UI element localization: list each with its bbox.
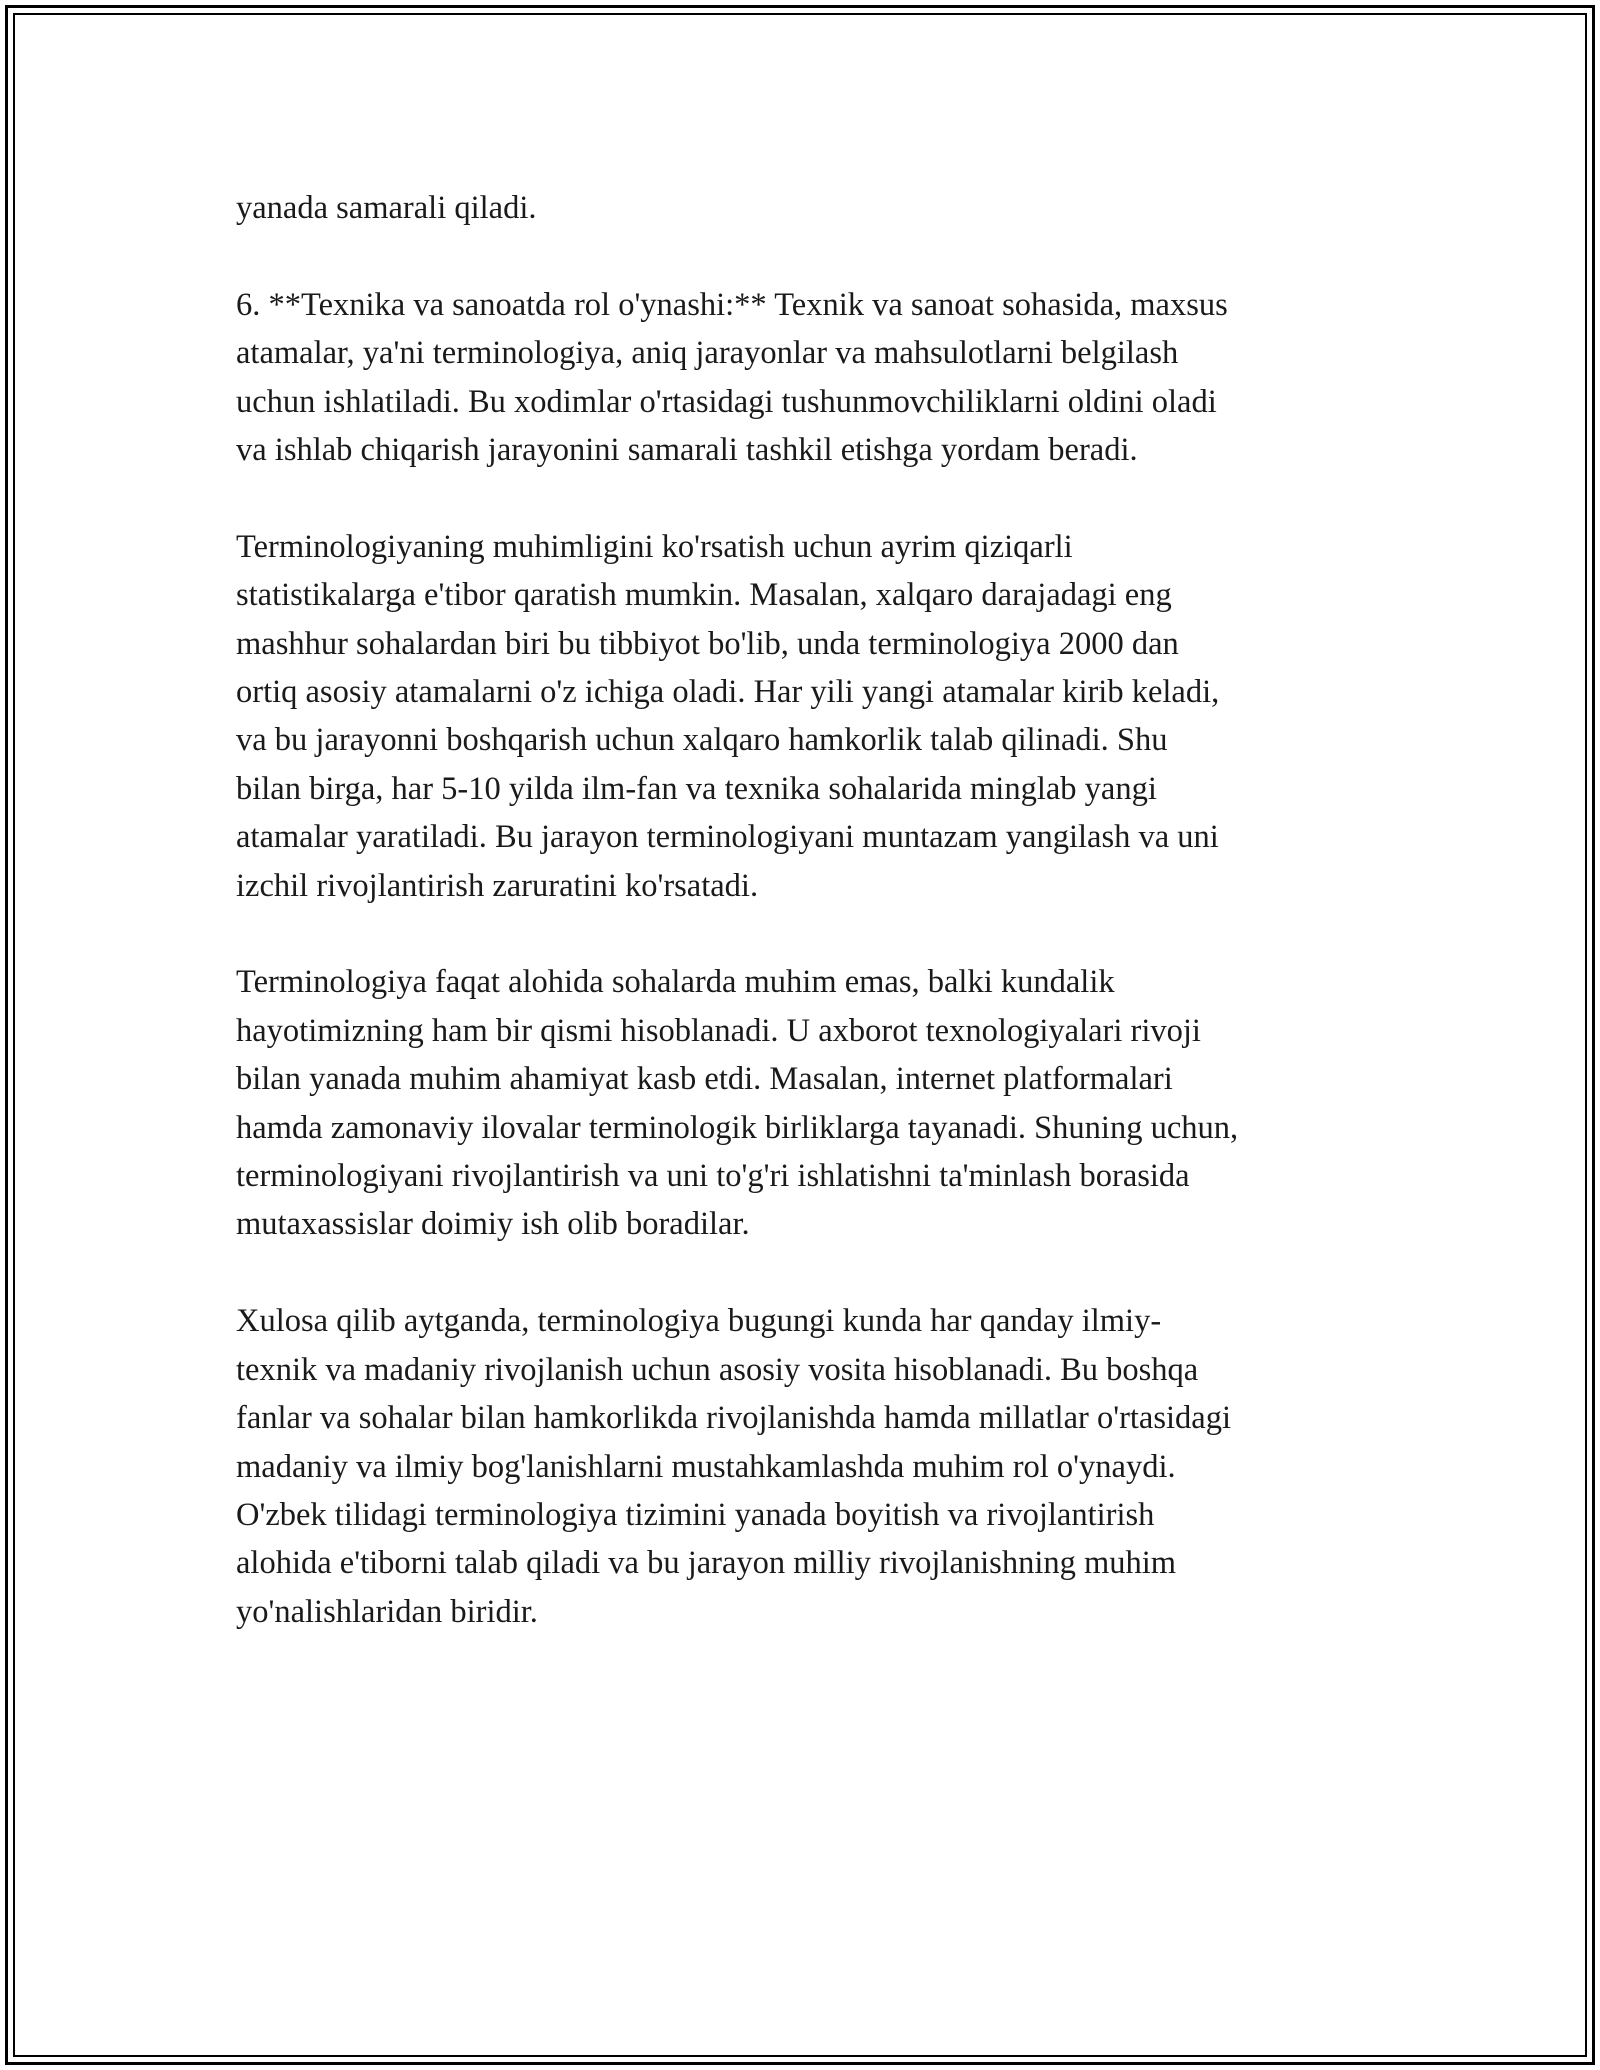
text-line: Xulosa qilib aytganda, terminologiya bugungi kunda har qanday ilmiy- <box>236 1303 1162 1340</box>
text-line: bilan yanada muhim ahamiyat kasb etdi. Masalan, internet platformalari <box>236 1061 1173 1098</box>
paragraph-technical-industry <box>236 281 1376 475</box>
paragraph-everyday-life <box>236 958 1376 1248</box>
paragraph-conclusion <box>236 1297 1376 1636</box>
text-line: terminologiyani rivojlantirish va uni to'g'ri ishlatishni ta'minlash borasida <box>236 1158 1190 1195</box>
text-line: va ishlab chiqarish jarayonini samarali tashkil etishga yordam beradi. <box>236 432 1138 469</box>
text-line: atamalar yaratiladi. Bu jarayon terminologiyani muntazam yangilash va uni <box>236 819 1219 856</box>
text-line: va bu jarayonni boshqarish uchun xalqaro hamkorlik talab qilinadi. Shu <box>236 722 1168 759</box>
text-line: atamalar, ya'ni terminologiya, aniq jarayonlar va mahsulotlarni belgilash <box>236 335 1179 372</box>
text-line: yanada samarali qiladi. <box>236 190 537 226</box>
text-line: uchun ishlatiladi. Bu xodimlar o'rtasidagi tushunmovchiliklarni oldini oladi <box>236 383 1217 420</box>
text-line: izchil rivojlantirish zaruratini ko'rsatadi. <box>236 867 759 904</box>
text-line: alohida e'tiborni talab qiladi va bu jarayon milliy rivojlanishning muhim <box>236 1545 1177 1582</box>
text-line: Terminologiya faqat alohida sohalarda muhim emas, balki kundalik <box>236 964 1115 1001</box>
paragraph-intro-tail <box>236 184 1376 232</box>
text-line: bilan birga, har 5-10 yilda ilm-fan va texnika sohalarida minglab yangi <box>236 770 1157 807</box>
text-line: fanlar va sohalar bilan hamkorlikda rivojlanishda hamda millatlar o'rtasidagi <box>236 1400 1231 1437</box>
text-line: hayotimizning ham bir qismi hisoblanadi. U axborot texnologiyalari rivoji <box>236 1012 1201 1049</box>
paragraph-statistics <box>236 523 1376 910</box>
text-line: Terminologiyaning muhimligini ko'rsatish uchun ayrim qiziqarli <box>236 528 1073 565</box>
text-line: ortiq asosiy atamalarni o'z ichiga oladi. Har yili yangi atamalar kirib keladi, <box>236 674 1220 711</box>
text-line: texnik va madaniy rivojlanish uchun asosiy vosita hisoblanadi. Bu boshqa <box>236 1351 1199 1388</box>
text-line: mutaxassislar doimiy ish olib boradilar. <box>236 1206 750 1243</box>
text-line: hamda zamonaviy ilovalar terminologik birliklarga tayanadi. Shuning uchun, <box>236 1109 1239 1146</box>
text-line: yo'nalishlaridan biridir. <box>236 1593 538 1630</box>
document-body <box>236 184 1376 1685</box>
text-line: mashhur sohalardan biri bu tibbiyot bo'lib, unda terminologiya 2000 dan <box>236 625 1179 662</box>
text-line: 6. **Texnika va sanoatda rol o'ynashi:** Texnik va sanoat sohasida, maxsus <box>236 286 1228 323</box>
text-line: statistikalarga e'tibor qaratish mumkin. Masalan, xalqaro darajadagi eng <box>236 577 1172 614</box>
text-line: madaniy va ilmiy bog'lanishlarni mustahkamlashda muhim rol o'ynaydi. <box>236 1448 1176 1485</box>
text-line: O'zbek tilidagi terminologiya tizimini yanada boyitish va rivojlantirish <box>236 1496 1155 1533</box>
